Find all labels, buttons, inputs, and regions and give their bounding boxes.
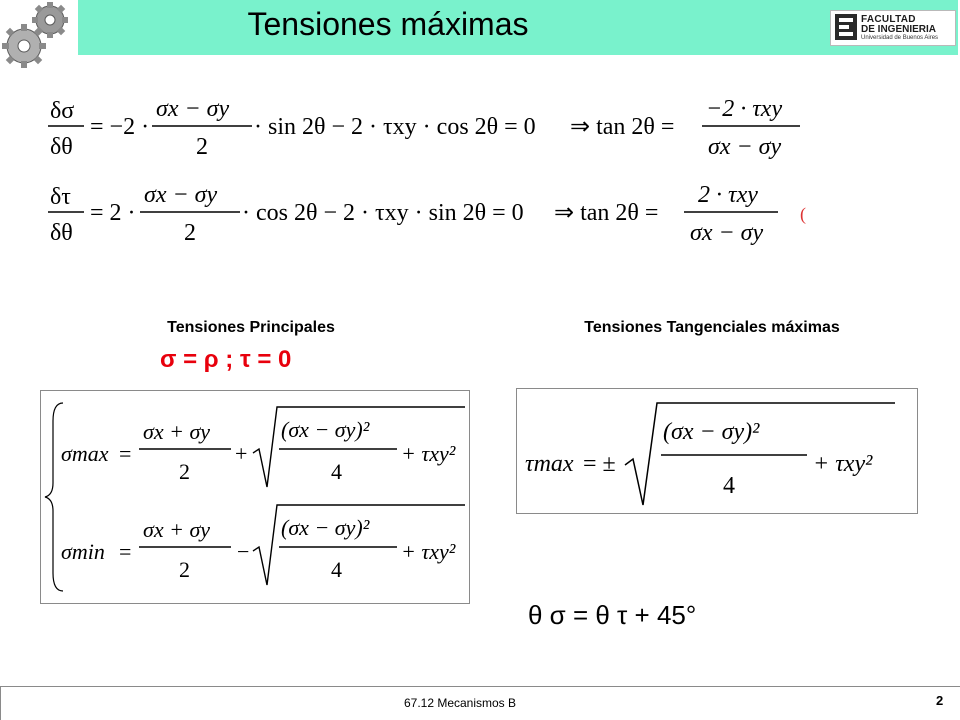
sigma-min-formula: [61, 505, 465, 585]
angle-relation: θ σ = θ τ + 45°: [528, 600, 697, 630]
condition-red-part: σ = ρ ;: [160, 346, 234, 373]
frac-denominator-2: 2: [184, 220, 196, 246]
derivative-equations: [40, 88, 810, 262]
lhs-numerator-1: δσ: [50, 98, 75, 124]
footer-left-border: [0, 686, 1, 720]
red-bracket-fragment: (: [800, 204, 806, 224]
svg-text:=: =: [119, 539, 132, 564]
min-frac-denominator: 2: [179, 557, 190, 582]
min-sqrt-tail: + τxy²: [401, 539, 456, 564]
sigma-max-label: σmax: [61, 441, 109, 466]
gears-icon: [0, 0, 78, 76]
equals-1: = −2 ·: [90, 114, 150, 140]
lhs-numerator-2: δτ: [50, 184, 71, 210]
result-numerator-2: 2 · τxy: [698, 182, 758, 208]
heading-max-shear-stresses: Tensiones Tangenciales máximas: [584, 319, 840, 336]
max-shear-formula: [516, 388, 918, 514]
faculty-emblem-icon: [835, 14, 857, 40]
page-title: Tensiones máximas: [247, 6, 529, 42]
logo-line-1: FACULTAD: [861, 14, 916, 25]
logo-line-2: DE INGENIERIA: [861, 24, 937, 35]
max-plus-sign: +: [235, 441, 248, 466]
footer-divider: [0, 686, 960, 687]
tau-sqrt-tail: + τxy²: [813, 451, 873, 477]
max-sqrt-numerator: (σx − σy)²: [281, 417, 370, 442]
result-numerator-1: −2 · τxy: [706, 96, 783, 122]
tau-max-equals: = ±: [583, 451, 616, 477]
equation-row-1: [48, 96, 800, 160]
title-bar: [78, 0, 958, 55]
heading-principal-stresses: Tensiones Principales: [167, 319, 335, 336]
tau-sqrt-denominator: 4: [723, 473, 735, 499]
frac-numerator-2: σx − σy: [144, 182, 218, 208]
condition-rest-part: τ = 0: [239, 346, 292, 373]
page-number: 2: [936, 693, 944, 708]
equation-row-2: [48, 182, 778, 246]
faculty-logo: [830, 10, 956, 46]
middle-terms-1: · sin 2θ − 2 · τxy · cos 2θ = 0: [254, 114, 536, 140]
max-frac-numerator: σx + σy: [143, 419, 211, 444]
footer-course: 67.12 Mecanismos B: [403, 696, 517, 710]
svg-text:=: =: [119, 441, 132, 466]
min-sqrt-denominator: 4: [331, 557, 342, 582]
principal-condition: [160, 346, 291, 374]
min-sqrt-numerator: (σx − σy)²: [281, 515, 370, 540]
tau-max-label: τmax: [525, 451, 574, 477]
max-frac-denominator: 2: [179, 459, 190, 484]
logo-line-3: Universidad de Buenos Aires: [861, 35, 939, 41]
frac-numerator-1: σx − σy: [156, 96, 230, 122]
principal-stress-formulas: [40, 390, 470, 604]
middle-terms-2: · cos 2θ − 2 · τxy · sin 2θ = 0: [242, 200, 524, 226]
implies-1: ⇒ tan 2θ =: [570, 114, 675, 140]
lhs-denominator-1: δθ: [50, 134, 73, 160]
result-denominator-1: σx − σy: [708, 134, 782, 160]
min-minus-sign: −: [237, 539, 250, 564]
min-frac-numerator: σx + σy: [143, 517, 211, 542]
sigma-max-formula: [61, 407, 465, 487]
frac-denominator-1: 2: [196, 134, 208, 160]
equals-2: = 2 ·: [90, 200, 136, 226]
implies-2: ⇒ tan 2θ =: [554, 200, 659, 226]
tau-sqrt-numerator: (σx − σy)²: [663, 419, 760, 445]
sigma-min-label: σmin: [61, 539, 105, 564]
lhs-denominator-2: δθ: [50, 220, 73, 246]
max-sqrt-denominator: 4: [331, 459, 342, 484]
result-denominator-2: σx − σy: [690, 220, 764, 246]
max-sqrt-tail: + τxy²: [401, 441, 456, 466]
